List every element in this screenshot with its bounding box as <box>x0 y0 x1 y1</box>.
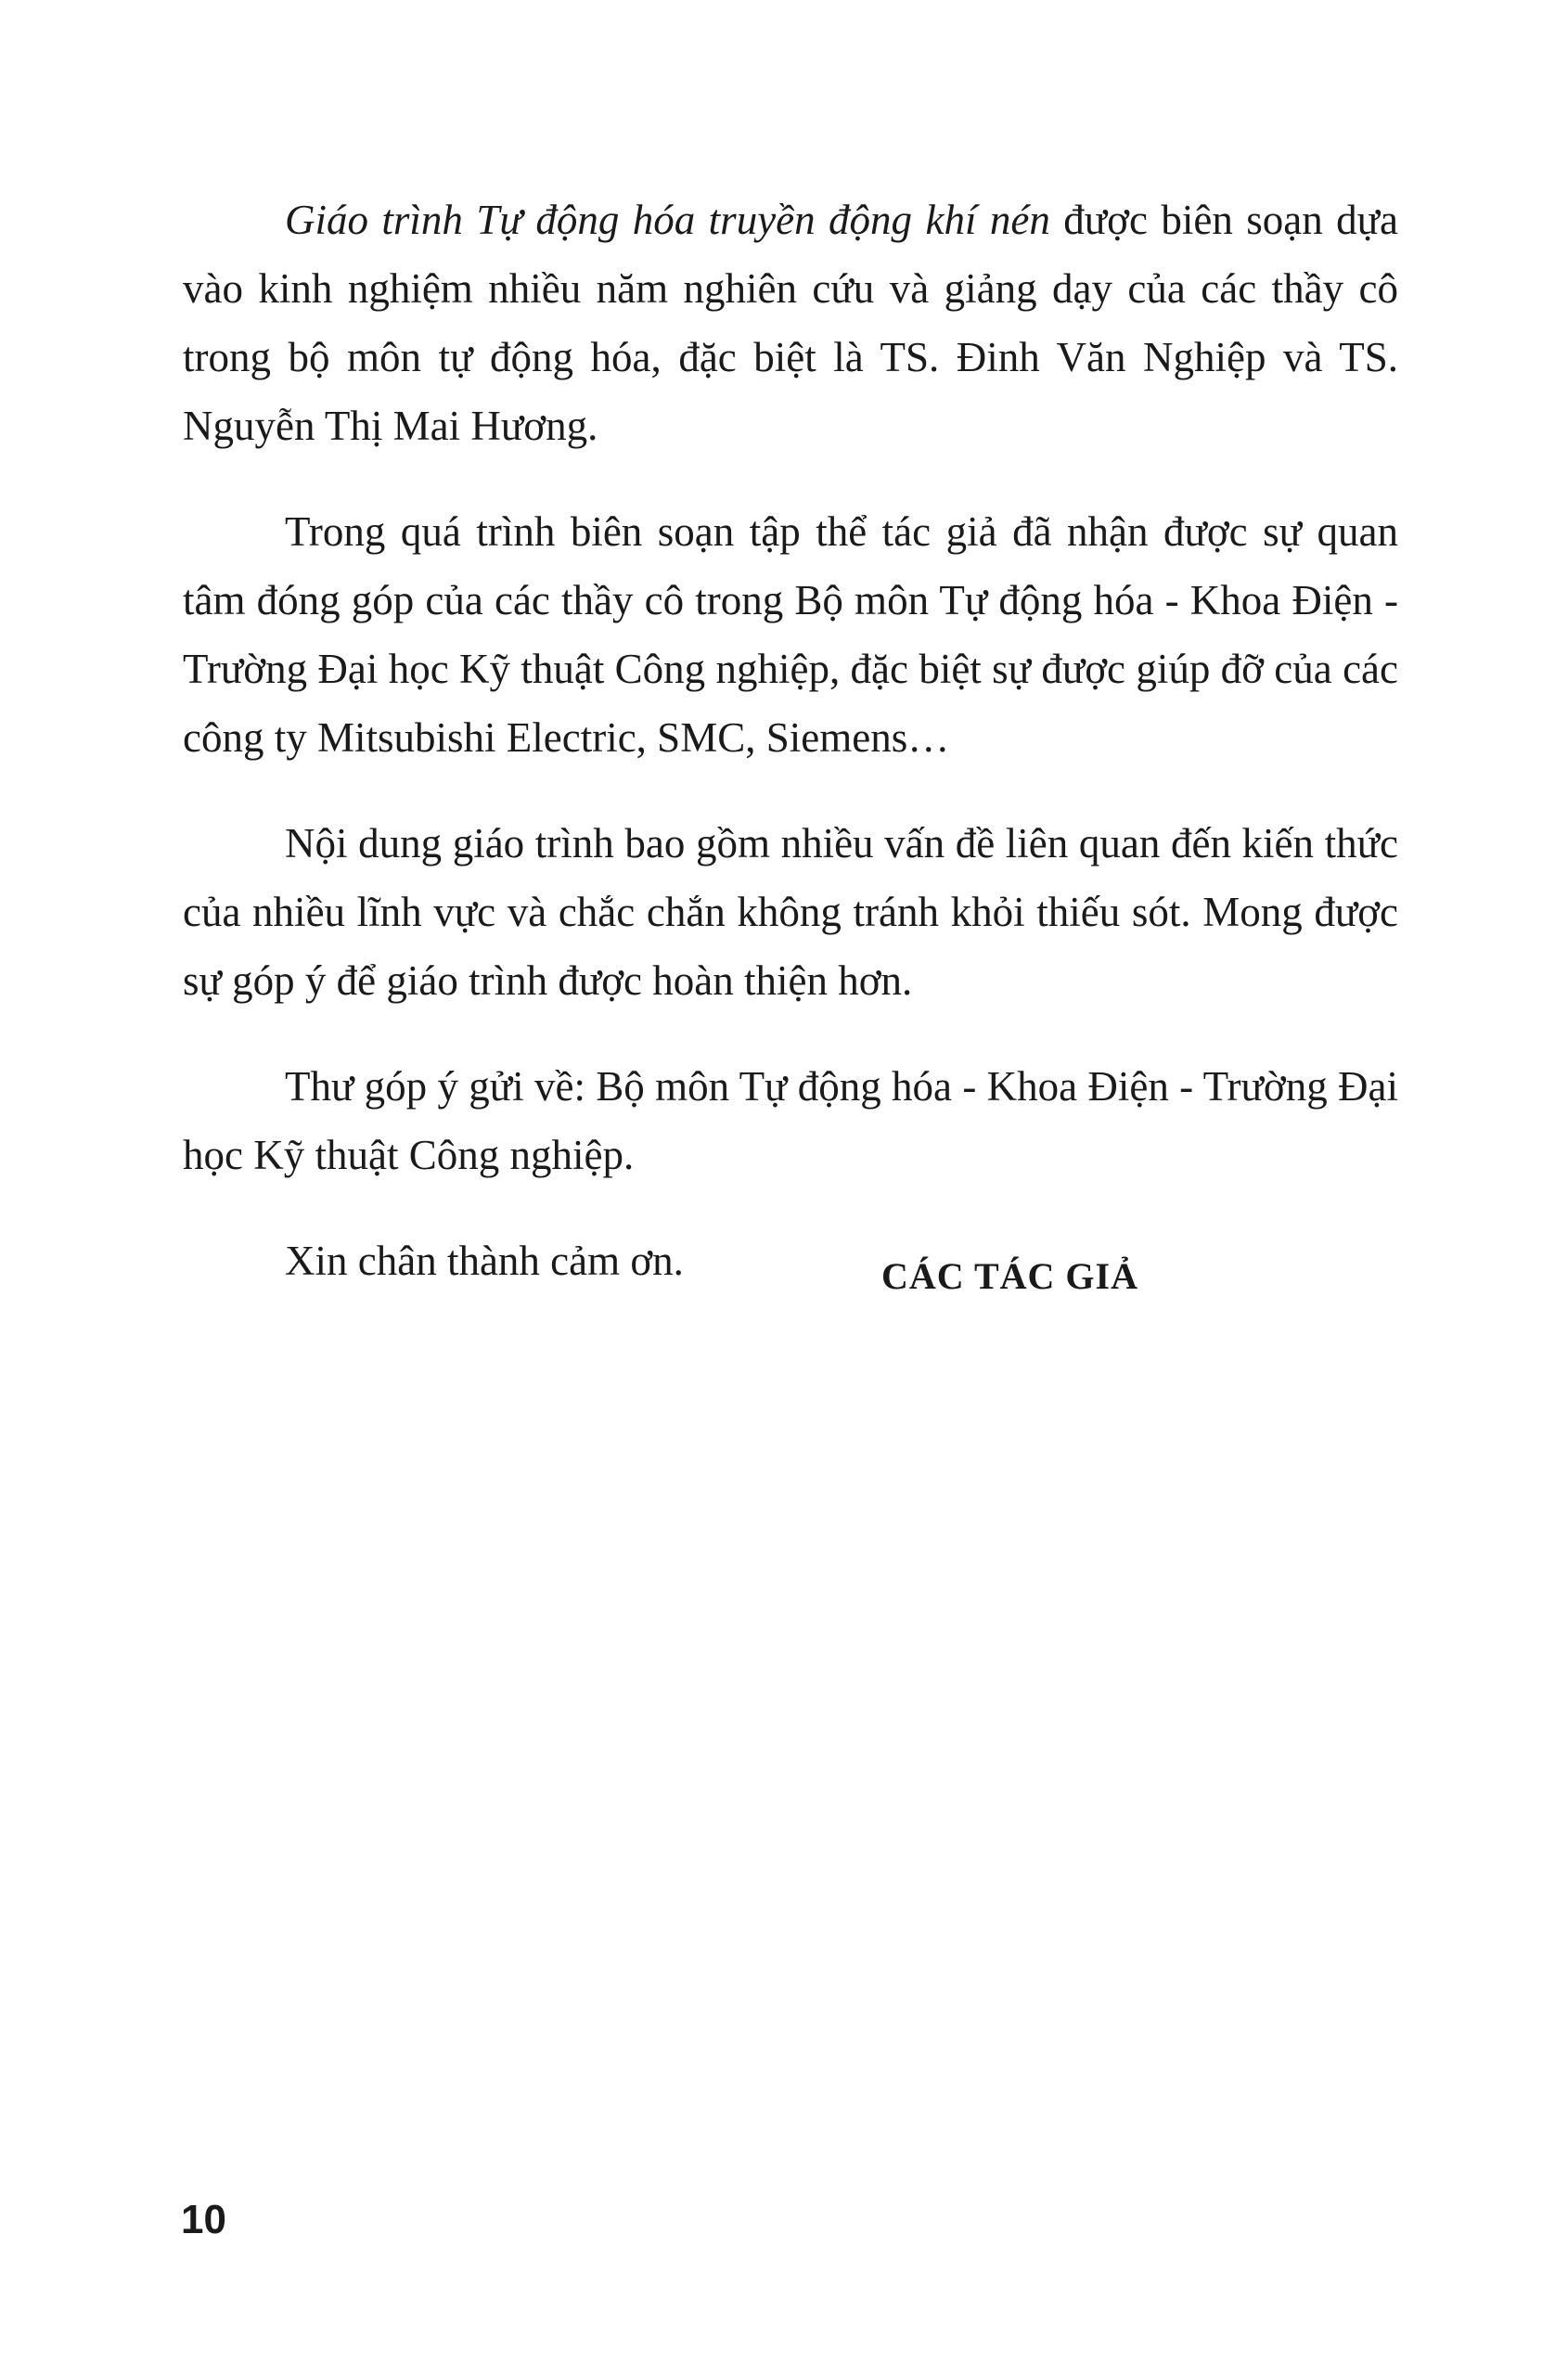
paragraph-intro <box>183 186 1398 460</box>
paragraph-thanks: Xin chân thành cảm ơn. <box>285 1238 684 1284</box>
preface-body <box>183 186 1398 1332</box>
paragraph-feedback-address: Thư góp ý gửi về: Bộ môn Tự động hóa - Khoa Điện - Trường Đại học Kỹ thuật Công nghiệp. <box>183 1063 1398 1178</box>
paragraph-acknowledgement: Trong quá trình biên soạn tập thể tác giả đã nhận được sự quan tâm đóng góp của các thầy cô trong Bộ môn Tự động hóa - Khoa Điện - Trường Đại học Kỹ thuật Công nghiệp, đặc biệt sự được giúp đỡ của các công ty Mitsubishi Electric, SMC, Siemens… <box>183 508 1398 761</box>
paragraph-content-note: Nội dung giáo trình bao gồm nhiều vấn đề liên quan đến kiến thức của nhiều lĩnh vực và chắc chắn không tránh khỏi thiếu sót. Mong được sự góp ý để giáo trình được hoàn thiện hơn. <box>183 820 1398 1004</box>
authors-signature: CÁC TÁC GIẢ <box>881 1255 1138 1297</box>
page-number: 10 <box>181 2197 226 2242</box>
book-title: Giáo trình Tự động hóa truyền động khí nén <box>285 197 1050 243</box>
paragraph-intro-text: được biên soạn dựa vào kinh nghiệm nhiều năm nghiên cứu và giảng dạy của các thầy cô trong bộ môn tự động hóa, đặc biệt là TS. Đinh Văn Nghiệp và TS. Nguyễn Thị Mai Hương. <box>183 197 1398 449</box>
